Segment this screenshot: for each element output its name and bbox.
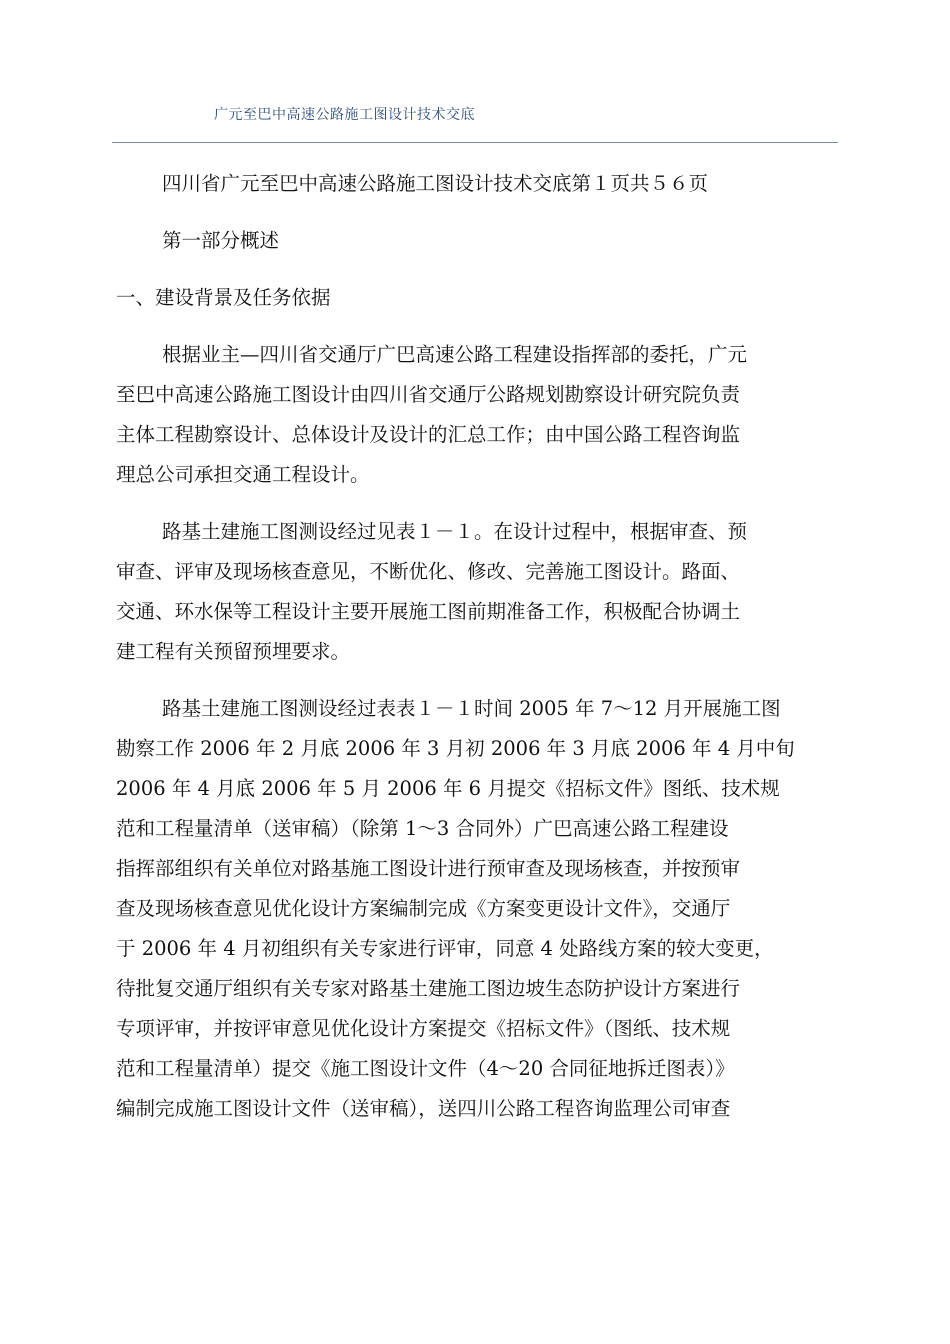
running-header: 广元至巴中高速公路施工图设计技术交底 [214,107,475,123]
document-body [116,164,836,1129]
paragraph-2 [116,512,836,672]
paragraph-line: 编制完成施工图设计文件（送审稿），送四川公路工程咨询监理公司审查 [116,1097,731,1120]
paragraph-line: 勘察工作 2006 年 2 月底 2006 年 3 月初 2006 年 3 月底 2006 年 4 月中旬 [116,737,795,760]
paragraph-line: 根据业主—四川省交通厅广巴高速公路工程建设指挥部的委托，广元 [162,343,748,366]
paragraph-line: 待批复交通厅组织有关专家对路基土建施工图边坡生态防护设计方案进行 [116,977,741,1000]
document-title: 四川省广元至巴中高速公路施工图设计技术交底第１页共５６页 [162,172,709,195]
part-title: 第一部分概述 [162,229,280,252]
paragraph-line: 范和工程量清单）提交《施工图设计文件（4～20 合同征地拆迁图表）》 [116,1057,735,1080]
section-heading: 一、建设背景及任务依据 [116,286,331,309]
spacer [116,204,836,221]
paragraph-line: 于 2006 年 4 月初组织有关专家进行评审，同意 4 处路线方案的较大变更， [116,937,774,960]
spacer [116,318,836,335]
paragraph-line: 指挥部组织有关单位对路基施工图设计进行预审查及现场核查，并按预审 [116,857,741,880]
paragraph-line: 范和工程量清单（送审稿）（除第 1～3 合同外）广巴高速公路工程建设 [116,817,729,840]
paragraph-line: 理总公司承担交通工程设计。 [116,463,370,486]
paragraph-line: 专项评审，并按评审意见优化设计方案提交《招标文件》（图纸、技术规 [116,1017,731,1040]
paragraph-line: 路基土建施工图测设经过见表１－１。在设计过程中，根据审查、预 [162,520,748,543]
paragraph-line: 至巴中高速公路施工图设计由四川省交通厅公路规划勘察设计研究院负责 [116,383,741,406]
paragraph-line: 审查、评审及现场核查意见，不断优化、修改、完善施工图设计。路面、 [116,560,741,583]
header-rule [112,142,838,143]
paragraph-3 [116,689,836,1129]
paragraph-line: 主体工程勘察设计、总体设计及设计的汇总工作；由中国公路工程咨询监 [116,423,741,446]
paragraph-1 [116,335,836,495]
spacer [116,261,836,278]
spacer [116,495,836,512]
paragraph-line: 查及现场核查意见优化设计方案编制完成《方案变更设计文件》，交通厅 [116,897,731,920]
paragraph-line: 交通、环水保等工程设计主要开展施工图前期准备工作，积极配合协调土 [116,600,741,623]
paragraph-line: 2006 年 4 月底 2006 年 5 月 2006 年 6 月提交《招标文件》图纸、技术规 [116,777,780,800]
paragraph-line: 路基土建施工图测设经过表表１－１时间 2005 年 7～12 月开展施工图 [162,697,781,720]
spacer [116,672,836,689]
paragraph-line: 建工程有关预留预埋要求。 [116,640,351,663]
